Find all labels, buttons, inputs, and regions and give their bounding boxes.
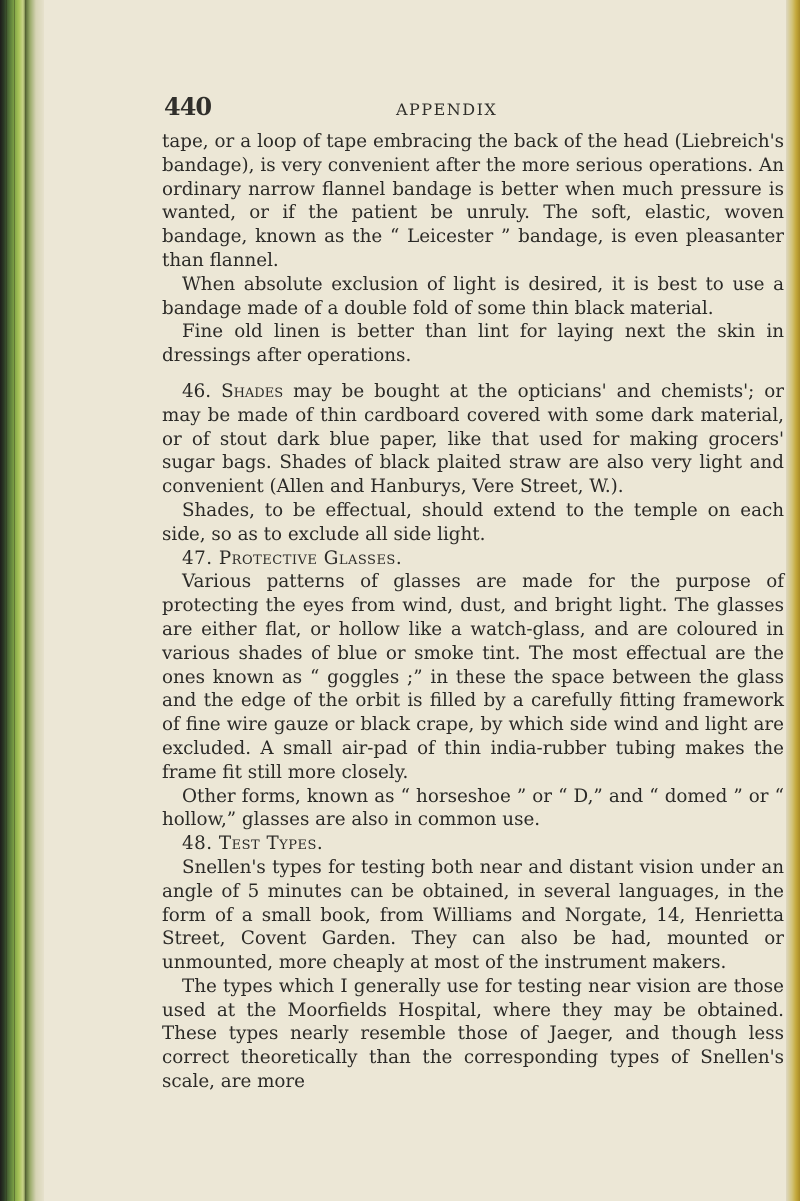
section-46-number: 46. (182, 380, 212, 402)
page-number: 440 (164, 92, 212, 121)
section-46-paragraph-2: Shades, to be effectual, should extend to the temple on each side, so as to exclude all side light. (162, 499, 784, 545)
section-48-paragraph-2: The types which I generally use for testing near vision are those used at the Moorfields Hospital, where they may be obtained. These types nearly resemble those of Jaeger, and though less correct theoretically than the corresponding types of Snellen's scale, are more (162, 975, 784, 1093)
page-edge (786, 0, 800, 1201)
section-47-paragraph-2: Other forms, known as “ horseshoe ” or “ D,” and “ domed ” or “ hollow,” glasses are also in common use. (162, 785, 784, 831)
binding-stitch-line (25, 0, 26, 1201)
paragraph-linen: Fine old linen is better than lint for laying next the skin in dressings after operations. (162, 321, 784, 367)
page-header (0, 86, 800, 121)
section-46-title: Shades (221, 380, 284, 402)
paragraph-light-exclusion: When absolute exclusion of light is desired, it is best to use a bandage made of a double fold of some thin black material. (162, 273, 784, 319)
section-46-text: may be bought at the opticians' and chemists'; or may be made of thin cardboard covered with some dark material, or of stout dark blue paper, like that used for making grocers' sugar bags. Shades of black plaited straw are also very light and convenient (Allen and Hanburys, Vere Street, W.). (162, 380, 785, 498)
section-47-heading: 47. Protective Glasses. (182, 547, 403, 569)
section-46-paragraph (162, 380, 784, 499)
binding-stitch-line (14, 0, 15, 1201)
section-48-paragraph-1: Snellen's types for testing both near and distant vision under an angle of 5 minutes can be obtained, in several languages, in the form of a small book, from Williams and Norgate, 14, Henrietta Street, Covent Garden. They can also be had, mounted or unmounted, more cheaply at most of the instrument makers. (162, 856, 784, 974)
paragraph-bandage: tape, or a loop of tape embracing the back of the head (Liebreich's bandage), is very convenient after the more serious operations. An ordinary narrow flannel bandage is better when much pressure is wanted, or if the patient be unruly. The soft, elastic, woven bandage, known as the “ Leicester ” bandage, is even pleasanter than flannel. (162, 131, 784, 271)
section-48-heading: 48. Test Types. (182, 833, 324, 855)
running-head: APPENDIX (396, 100, 498, 119)
page-body (162, 130, 784, 1094)
section-47-paragraph-1: Various patterns of glasses are made for the purpose of protecting the eyes from wind, dust, and bright light. The glasses are either flat, or hollow like a watch-glass, and are coloured in various shades of blue or smoke tint. The most effectual are the ones known as “ goggles ;” in these the space between the glass and the edge of the orbit is filled by a carefully fitting framework of fine wire gauze or black crape, by which side wind and light are excluded. A small air-pad of thin india-rubber tubing makes the frame fit still more closely. (162, 571, 784, 783)
binding-stitch-line (6, 0, 7, 1201)
